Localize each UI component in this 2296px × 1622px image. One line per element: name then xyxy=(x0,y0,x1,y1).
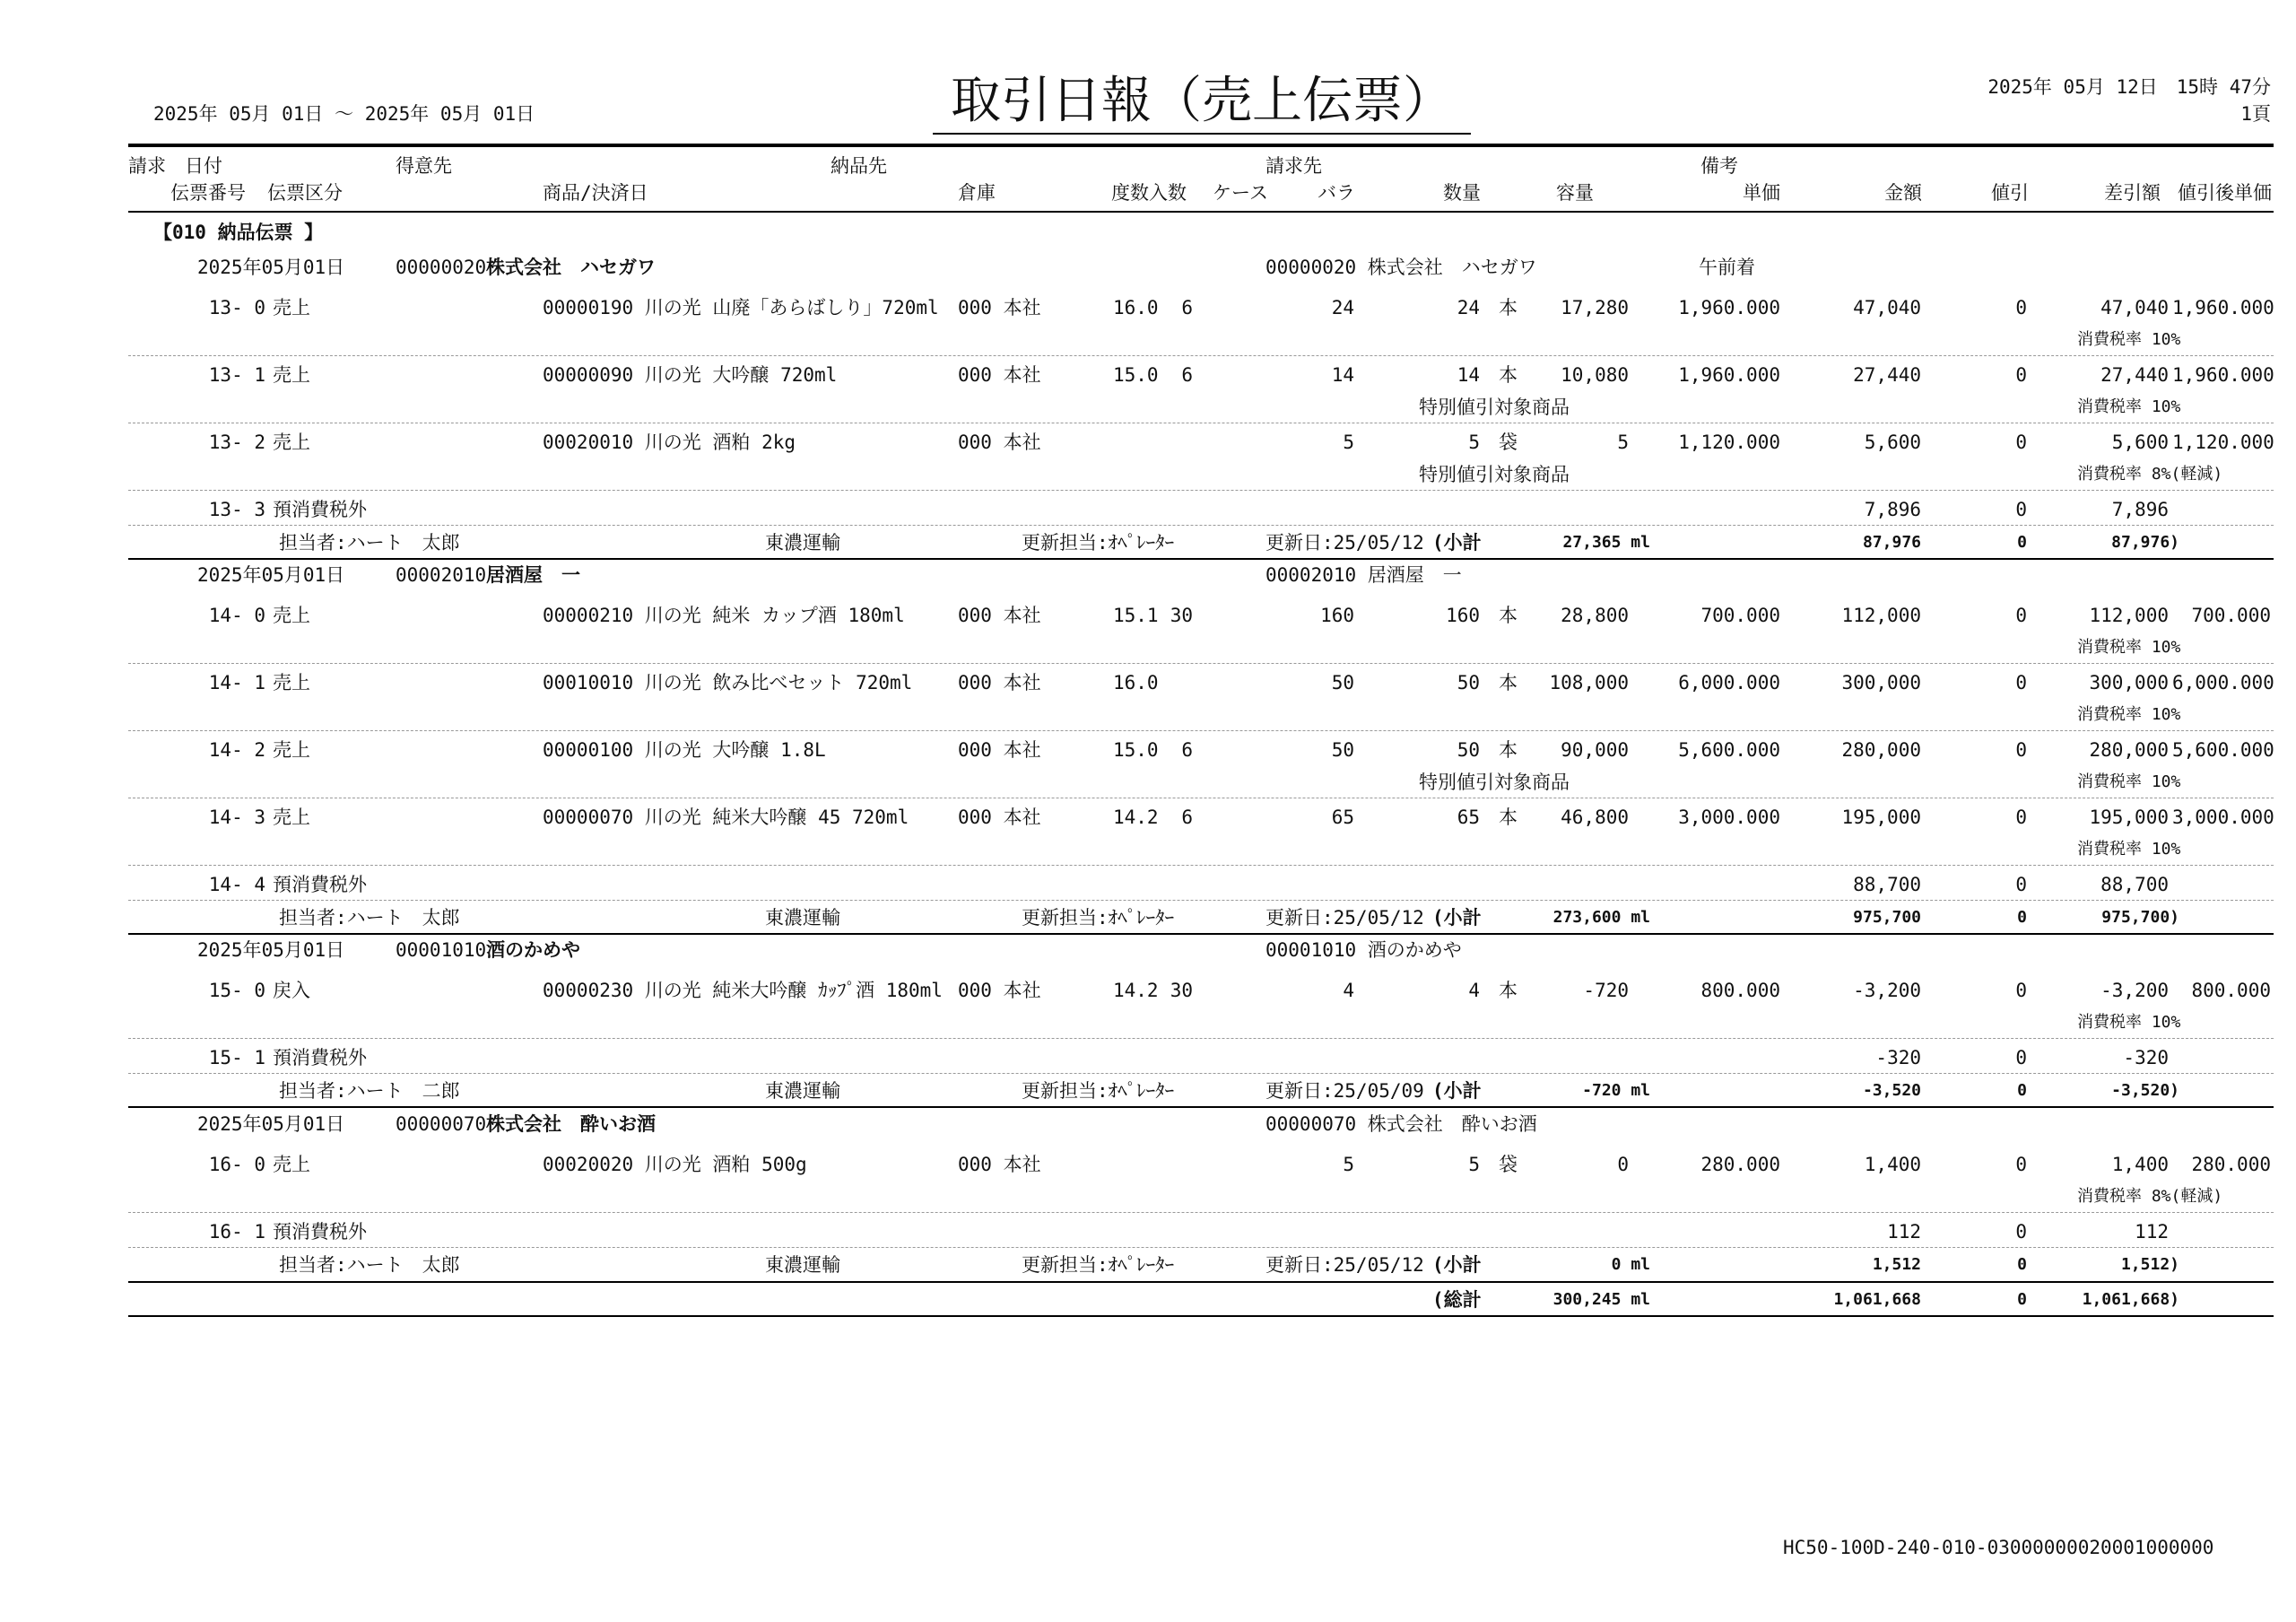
line-no: 14- 4 xyxy=(208,874,265,895)
header-rule-bottom xyxy=(128,211,2274,213)
line-warehouse: 000 本社 xyxy=(958,980,1041,1001)
col-denpyo-kubun: 伝票区分 xyxy=(267,182,343,204)
subtotal-amount: 87,976 xyxy=(1862,533,1921,552)
line-irisu: 6 xyxy=(1181,297,1193,318)
subtotal-discount: 0 xyxy=(2017,533,2027,552)
line-qty: 14 xyxy=(1457,364,1480,386)
col-kingaku: 金額 xyxy=(1884,182,1922,204)
line-irisu: 6 xyxy=(1181,807,1193,828)
line-no: 15- 0 xyxy=(208,980,265,1001)
line-net: 280,000 xyxy=(2089,739,2169,761)
line-kubun: 預消費税外 xyxy=(273,1221,367,1243)
line-unit: 本 xyxy=(1499,605,1518,626)
line-tax-rate: 消費税率 10% xyxy=(2077,772,2181,791)
updater: 更新担当:ｵﾍﾟﾚｰﾀｰ xyxy=(1022,907,1175,929)
row-divider xyxy=(128,355,2274,356)
line-kubun: 預消費税外 xyxy=(273,499,367,520)
report-period: 2025年 05月 01日 ～ 2025年 05月 01日 xyxy=(153,103,535,125)
customer-name: 株式会社 ハセガワ xyxy=(486,257,656,278)
line-net: 195,000 xyxy=(2089,807,2169,828)
line-tax-rate: 消費税率 10% xyxy=(2077,1013,2181,1032)
line-bara: 5 xyxy=(1343,1154,1354,1175)
line-amount: 5,600 xyxy=(1864,432,1921,453)
line-net: 112 xyxy=(2135,1221,2169,1243)
line-tax-rate: 消費税率 8%(軽減) xyxy=(2077,465,2223,484)
line-kubun: 戻入 xyxy=(273,980,310,1001)
carrier: 東濃運輸 xyxy=(765,1254,840,1276)
carrier: 東濃運輸 xyxy=(765,1080,840,1102)
col-dosu: 度数入数 xyxy=(1111,182,1187,204)
line-amount: 280,000 xyxy=(1841,739,1921,761)
line-dosu: 15.0 xyxy=(1113,364,1159,386)
footer-code: HC50-100D-240-010-03000000020001000000 xyxy=(1783,1537,2214,1558)
row-divider xyxy=(128,730,2274,731)
line-discount: 0 xyxy=(2015,980,2027,1001)
subtotal-discount: 0 xyxy=(2017,1255,2027,1274)
line-amount: -3,200 xyxy=(1853,980,1921,1001)
carrier: 東濃運輸 xyxy=(765,532,840,554)
line-unit: 本 xyxy=(1499,807,1518,828)
row-divider xyxy=(128,900,2274,901)
line-no: 14- 2 xyxy=(208,739,265,761)
line-net: 27,440 xyxy=(2100,364,2169,386)
line-net-price: 3,000.000 xyxy=(2172,807,2274,828)
line-amount: 1,400 xyxy=(1864,1154,1921,1175)
row-divider xyxy=(128,865,2274,866)
group-rule xyxy=(128,1106,2274,1108)
line-amount: 47,040 xyxy=(1853,297,1921,318)
group-date: 2025年05月01日 xyxy=(197,257,345,278)
col-shohin: 商品/決済日 xyxy=(543,182,648,204)
line-product: 00020010 川の光 酒粕 2kg xyxy=(543,432,796,453)
subtotal-label: (小計 xyxy=(1432,1080,1482,1102)
line-net: -3,200 xyxy=(2100,980,2169,1001)
col-denpyo-no: 伝票番号 xyxy=(170,182,246,204)
line-unit: 袋 xyxy=(1499,432,1518,453)
customer-name: 酒のかめや xyxy=(486,939,580,961)
line-net-price: 280.000 xyxy=(2191,1154,2271,1175)
line-bara: 50 xyxy=(1331,672,1354,693)
line-tax-rate: 消費税率 8%(軽減) xyxy=(2077,1187,2223,1206)
grand-total-amount: 1,061,668 xyxy=(1833,1290,1921,1309)
col-yoryo: 容量 xyxy=(1556,182,1594,204)
line-net: 5,600 xyxy=(2111,432,2169,453)
updater: 更新担当:ｵﾍﾟﾚｰﾀｰ xyxy=(1022,532,1175,554)
tanto: 担当者:ハート 太郎 xyxy=(279,532,460,554)
line-product: 00000210 川の光 純米 カップ酒 180ml xyxy=(543,605,905,626)
line-discount: 0 xyxy=(2015,672,2027,693)
line-volume: 90,000 xyxy=(1561,739,1629,761)
updated-date: 更新日:25/05/12 xyxy=(1265,907,1424,929)
subtotal-volume: 273,600 ml xyxy=(1552,908,1650,927)
line-amount: -320 xyxy=(1875,1047,1921,1068)
grand-total-net: 1,061,668) xyxy=(2082,1290,2179,1309)
line-net: 7,896 xyxy=(2111,499,2169,520)
line-qty: 5 xyxy=(1468,432,1480,453)
line-bara: 24 xyxy=(1331,297,1354,318)
row-divider xyxy=(128,1247,2274,1248)
report-title: 取引日報（売上伝票） xyxy=(933,70,1471,135)
line-discount: 0 xyxy=(2015,1221,2027,1243)
line-volume: 108,000 xyxy=(1549,672,1629,693)
line-dosu: 14.2 xyxy=(1113,807,1159,828)
line-bara: 14 xyxy=(1331,364,1354,386)
line-warehouse: 000 本社 xyxy=(958,1154,1041,1175)
line-price: 3,000.000 xyxy=(1678,807,1780,828)
line-net-price: 1,960.000 xyxy=(2172,364,2274,386)
customer-code: 00002010 xyxy=(396,564,487,586)
line-qty: 160 xyxy=(1446,605,1480,626)
line-qty: 5 xyxy=(1468,1154,1480,1175)
line-volume: 0 xyxy=(1617,1154,1629,1175)
line-price: 6,000.000 xyxy=(1678,672,1780,693)
col-soko: 倉庫 xyxy=(958,182,996,204)
line-unit: 本 xyxy=(1499,297,1518,318)
line-volume: 5 xyxy=(1617,432,1629,453)
col-tokuisaki: 得意先 xyxy=(396,155,452,177)
subtotal-net: 87,976) xyxy=(2111,533,2179,552)
subtotal-net: -3,520) xyxy=(2111,1081,2179,1100)
line-irisu: 30 xyxy=(1170,980,1193,1001)
grand-total-volume: 300,245 ml xyxy=(1552,1290,1650,1309)
line-net-price: 800.000 xyxy=(2191,980,2271,1001)
line-irisu: 6 xyxy=(1181,739,1193,761)
line-product: 00000070 川の光 純米大吟醸 45 720ml xyxy=(543,807,909,828)
line-dosu: 16.0 xyxy=(1113,672,1159,693)
line-warehouse: 000 本社 xyxy=(958,432,1041,453)
line-price: 1,120.000 xyxy=(1678,432,1780,453)
line-warehouse: 000 本社 xyxy=(958,807,1041,828)
line-volume: 17,280 xyxy=(1561,297,1629,318)
billing-to: 00002010 居酒屋 一 xyxy=(1265,564,1462,586)
line-irisu: 30 xyxy=(1170,605,1193,626)
subtotal-amount: 975,700 xyxy=(1853,908,1921,927)
line-warehouse: 000 本社 xyxy=(958,364,1041,386)
line-bara: 4 xyxy=(1343,980,1354,1001)
updated-date: 更新日:25/05/09 xyxy=(1265,1080,1424,1102)
line-kubun: 売上 xyxy=(273,432,310,453)
line-price: 700.000 xyxy=(1700,605,1780,626)
line-qty: 24 xyxy=(1457,297,1480,318)
line-net-price: 1,960.000 xyxy=(2172,297,2274,318)
line-net: 112,000 xyxy=(2089,605,2169,626)
line-dosu: 14.2 xyxy=(1113,980,1159,1001)
line-discount: 0 xyxy=(2015,1047,2027,1068)
line-tax-rate: 消費税率 10% xyxy=(2077,840,2181,859)
line-discount: 0 xyxy=(2015,605,2027,626)
col-tanka: 単価 xyxy=(1743,182,1780,204)
line-tax-rate: 消費税率 10% xyxy=(2077,397,2181,416)
line-no: 13- 0 xyxy=(208,297,265,318)
line-unit: 本 xyxy=(1499,364,1518,386)
customer-name: 株式会社 酔いお酒 xyxy=(486,1113,656,1135)
row-divider xyxy=(128,1212,2274,1213)
col-seikyu-date: 請求 日付 xyxy=(128,155,222,177)
section-title: 【010 納品伝票 】 xyxy=(153,222,324,243)
line-kubun: 売上 xyxy=(273,364,310,386)
customer-name: 居酒屋 一 xyxy=(486,564,580,586)
billing-to: 00001010 酒のかめや xyxy=(1265,939,1462,961)
group-rule xyxy=(128,933,2274,935)
line-product: 00010010 川の光 飲み比べセット 720ml xyxy=(543,672,913,693)
line-irisu: 6 xyxy=(1181,364,1193,386)
subtotal-amount: -3,520 xyxy=(1862,1081,1921,1100)
line-discount: 0 xyxy=(2015,739,2027,761)
updater: 更新担当:ｵﾍﾟﾚｰﾀｰ xyxy=(1022,1254,1175,1276)
line-net-price: 700.000 xyxy=(2191,605,2271,626)
row-divider xyxy=(128,1038,2274,1039)
line-net-price: 5,600.000 xyxy=(2172,739,2274,761)
subtotal-net: 975,700) xyxy=(2101,908,2179,927)
line-warehouse: 000 本社 xyxy=(958,605,1041,626)
group-rule xyxy=(128,558,2274,560)
line-discount: 0 xyxy=(2015,364,2027,386)
group-rule xyxy=(128,1281,2274,1283)
line-net-price: 6,000.000 xyxy=(2172,672,2274,693)
line-kubun: 売上 xyxy=(273,807,310,828)
line-no: 16- 1 xyxy=(208,1221,265,1243)
line-unit: 本 xyxy=(1499,672,1518,693)
line-net: -320 xyxy=(2123,1047,2169,1068)
group-date: 2025年05月01日 xyxy=(197,1113,345,1135)
line-kubun: 売上 xyxy=(273,672,310,693)
group-date: 2025年05月01日 xyxy=(197,939,345,961)
line-bara: 160 xyxy=(1320,605,1354,626)
line-volume: 10,080 xyxy=(1561,364,1629,386)
line-amount: 88,700 xyxy=(1853,874,1921,895)
line-net: 1,400 xyxy=(2111,1154,2169,1175)
line-price: 1,960.000 xyxy=(1678,364,1780,386)
line-note: 特別値引対象商品 xyxy=(1419,772,1570,793)
line-price: 5,600.000 xyxy=(1678,739,1780,761)
line-price: 280.000 xyxy=(1700,1154,1780,1175)
printed-at: 2025年 05月 12日 15時 47分 xyxy=(1987,76,2271,98)
col-suryo: 数量 xyxy=(1443,182,1481,204)
line-kubun: 売上 xyxy=(273,1154,310,1175)
row-divider xyxy=(128,663,2274,664)
grand-total-discount: 0 xyxy=(2017,1290,2027,1309)
line-kubun: 預消費税外 xyxy=(273,1047,367,1068)
line-net: 88,700 xyxy=(2100,874,2169,895)
line-net: 47,040 xyxy=(2100,297,2169,318)
subtotal-net: 1,512) xyxy=(2120,1255,2179,1274)
col-case: ケース xyxy=(1213,182,1268,204)
line-tax-rate: 消費税率 10% xyxy=(2077,638,2181,657)
tanto: 担当者:ハート 太郎 xyxy=(279,907,460,929)
line-qty: 65 xyxy=(1457,807,1480,828)
line-kubun: 預消費税外 xyxy=(273,874,367,895)
subtotal-discount: 0 xyxy=(2017,908,2027,927)
line-dosu: 15.0 xyxy=(1113,739,1159,761)
line-unit: 本 xyxy=(1499,739,1518,761)
line-bara: 50 xyxy=(1331,739,1354,761)
line-product: 00000090 川の光 大吟醸 720ml xyxy=(543,364,838,386)
line-volume: 46,800 xyxy=(1561,807,1629,828)
line-discount: 0 xyxy=(2015,297,2027,318)
subtotal-label: (小計 xyxy=(1432,1254,1482,1276)
line-kubun: 売上 xyxy=(273,605,310,626)
line-net: 300,000 xyxy=(2089,672,2169,693)
line-no: 13- 3 xyxy=(208,499,265,520)
line-discount: 0 xyxy=(2015,874,2027,895)
line-price: 800.000 xyxy=(1700,980,1780,1001)
updated-date: 更新日:25/05/12 xyxy=(1265,1254,1424,1276)
updated-date: 更新日:25/05/12 xyxy=(1265,532,1424,554)
line-price: 1,960.000 xyxy=(1678,297,1780,318)
line-dosu: 15.1 xyxy=(1113,605,1159,626)
col-bara: バラ xyxy=(1318,182,1355,204)
line-amount: 7,896 xyxy=(1864,499,1921,520)
line-tax-rate: 消費税率 10% xyxy=(2077,330,2181,349)
carrier: 東濃運輸 xyxy=(765,907,840,929)
tanto: 担当者:ハート 二郎 xyxy=(279,1080,460,1102)
subtotal-label: (小計 xyxy=(1432,532,1482,554)
billing-to: 00000020 株式会社 ハセガワ xyxy=(1265,257,1537,278)
line-qty: 50 xyxy=(1457,739,1480,761)
grand-total-label: (総計 xyxy=(1432,1289,1482,1311)
line-kubun: 売上 xyxy=(273,739,310,761)
line-note: 特別値引対象商品 xyxy=(1419,464,1570,485)
tanto: 担当者:ハート 太郎 xyxy=(279,1254,460,1276)
line-bara: 65 xyxy=(1331,807,1354,828)
line-product: 00000100 川の光 大吟醸 1.8L xyxy=(543,739,826,761)
line-no: 15- 1 xyxy=(208,1047,265,1068)
row-divider xyxy=(128,1073,2274,1074)
line-discount: 0 xyxy=(2015,1154,2027,1175)
col-nebiki: 値引 xyxy=(1991,182,2029,204)
line-amount: 112,000 xyxy=(1841,605,1921,626)
line-no: 14- 3 xyxy=(208,807,265,828)
subtotal-discount: 0 xyxy=(2017,1081,2027,1100)
updater: 更新担当:ｵﾍﾟﾚｰﾀｰ xyxy=(1022,1080,1175,1102)
line-dosu: 16.0 xyxy=(1113,297,1159,318)
grand-total-rule xyxy=(128,1315,2274,1317)
group-date: 2025年05月01日 xyxy=(197,564,345,586)
line-note: 特別値引対象商品 xyxy=(1419,397,1570,418)
line-bara: 5 xyxy=(1343,432,1354,453)
subtotal-volume: 0 ml xyxy=(1611,1255,1650,1274)
line-product: 00000190 川の光 山廃「あらばしり」720ml xyxy=(543,297,939,318)
line-net-price: 1,120.000 xyxy=(2172,432,2274,453)
line-amount: 195,000 xyxy=(1841,807,1921,828)
line-no: 14- 1 xyxy=(208,672,265,693)
header-rule-top xyxy=(128,144,2274,147)
line-unit: 袋 xyxy=(1499,1154,1518,1175)
billing-to: 00000070 株式会社 酔いお酒 xyxy=(1265,1113,1537,1135)
line-product: 00000230 川の光 純米大吟醸 ｶｯﾌﾟ酒 180ml xyxy=(543,980,943,1001)
line-discount: 0 xyxy=(2015,499,2027,520)
line-kubun: 売上 xyxy=(273,297,310,318)
customer-code: 00001010 xyxy=(396,939,487,961)
line-discount: 0 xyxy=(2015,807,2027,828)
line-amount: 27,440 xyxy=(1853,364,1921,386)
subtotal-label: (小計 xyxy=(1432,907,1482,929)
col-nohinsaki: 納品先 xyxy=(831,155,887,177)
line-no: 13- 1 xyxy=(208,364,265,386)
subtotal-volume: 27,365 ml xyxy=(1562,533,1650,552)
line-warehouse: 000 本社 xyxy=(958,297,1041,318)
line-no: 16- 0 xyxy=(208,1154,265,1175)
subtotal-amount: 1,512 xyxy=(1872,1255,1921,1274)
col-sashihiki: 差引額 xyxy=(2104,182,2161,204)
line-warehouse: 000 本社 xyxy=(958,739,1041,761)
row-divider xyxy=(128,490,2274,491)
row-divider xyxy=(128,525,2274,526)
line-product: 00020020 川の光 酒粕 500g xyxy=(543,1154,807,1175)
page-number: 1頁 xyxy=(2240,103,2271,125)
line-qty: 4 xyxy=(1468,980,1480,1001)
line-amount: 112 xyxy=(1887,1221,1921,1243)
col-nebikigo-tanka: 値引後単価 xyxy=(2178,182,2272,204)
line-amount: 300,000 xyxy=(1841,672,1921,693)
line-unit: 本 xyxy=(1499,980,1518,1001)
line-discount: 0 xyxy=(2015,432,2027,453)
subtotal-volume: -720 ml xyxy=(1582,1081,1650,1100)
line-volume: 28,800 xyxy=(1561,605,1629,626)
col-seikyusaki: 請求先 xyxy=(1265,155,1322,177)
line-tax-rate: 消費税率 10% xyxy=(2077,705,2181,724)
line-no: 13- 2 xyxy=(208,432,265,453)
col-biko: 備考 xyxy=(1700,155,1738,177)
remark: 午前着 xyxy=(1699,257,1755,278)
line-warehouse: 000 本社 xyxy=(958,672,1041,693)
line-volume: -720 xyxy=(1583,980,1629,1001)
customer-code: 00000070 xyxy=(396,1113,487,1135)
customer-code: 00000020 xyxy=(396,257,487,278)
line-no: 14- 0 xyxy=(208,605,265,626)
line-qty: 50 xyxy=(1457,672,1480,693)
